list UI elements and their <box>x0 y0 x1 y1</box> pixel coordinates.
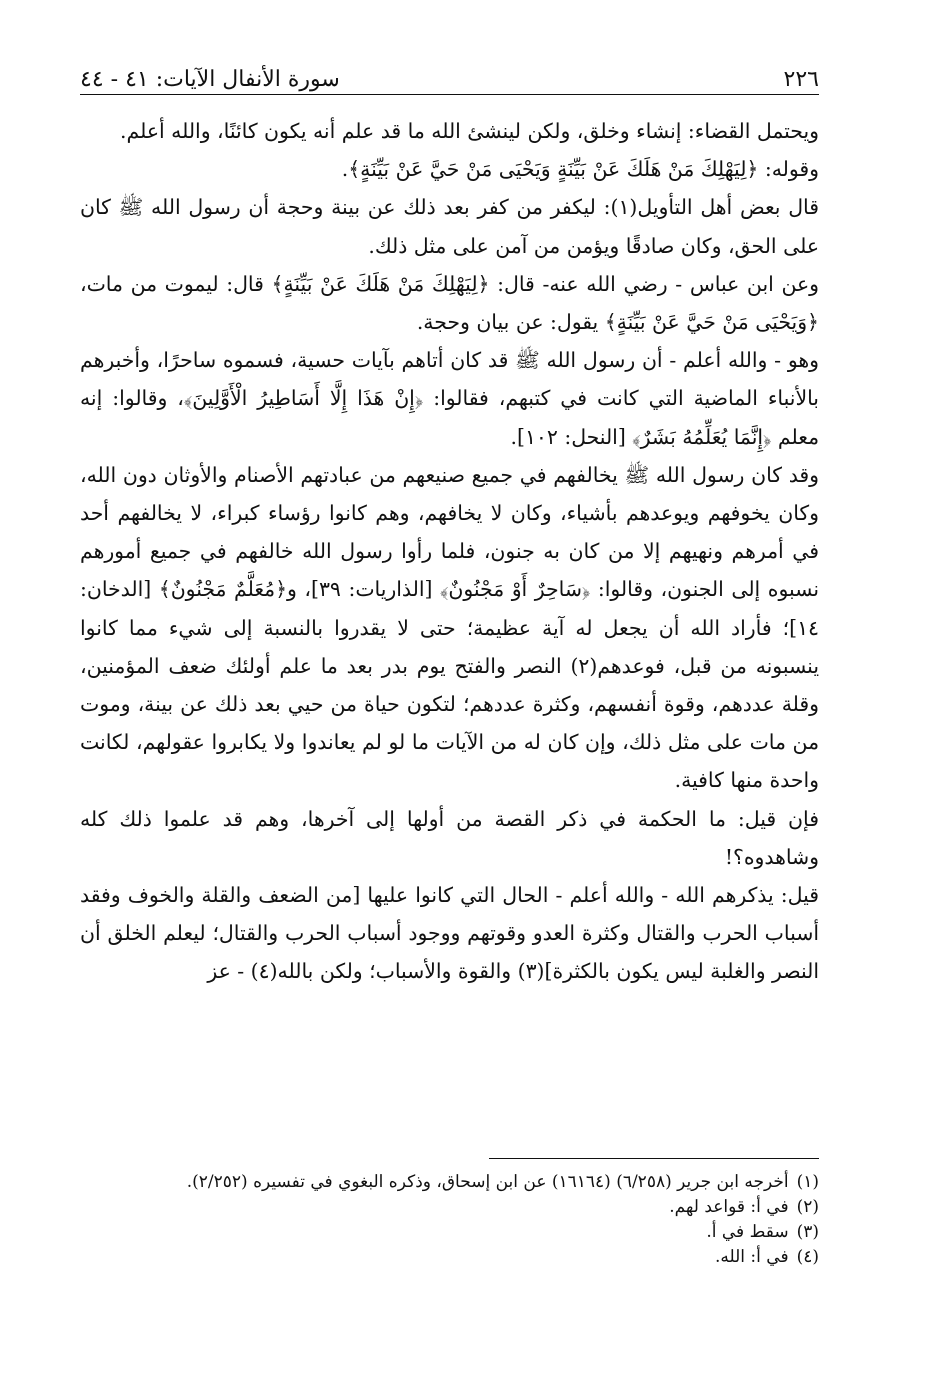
header-divider <box>80 94 819 95</box>
page-header <box>80 52 819 92</box>
paragraph: فإن قيل: ما الحكمة في ذكر القصة من أولها إلى آخرها، وهم قد علموا ذلك كله وشاهدوه؟! <box>80 806 819 869</box>
footnote-number: (٣) <box>796 1222 819 1242</box>
footnote-text: سقط في أ. <box>706 1222 789 1242</box>
paragraph: وقوله: ﴿لِيَهْلِكَ مَنْ هَلَكَ عَنْ بَيِّنَةٍ وَيَحْيَى مَنْ حَيَّ عَنْ بَيِّنَةٍ﴾. <box>341 157 819 182</box>
footnote-divider <box>489 1158 819 1159</box>
paragraph: وعن ابن عباس - رضي الله عنه- قال: ﴿لِيَهْلِكَ مَنْ هَلَكَ عَنْ بَيِّنَةٍ﴾ قال: ليموت من مات، ﴿وَيَحْيَى مَنْ حَيَّ عَنْ بَيِّنَةٍ﴾ يقول: عن بيان وحجة. <box>80 271 819 335</box>
footnote <box>80 1220 819 1245</box>
page-number: ٢٢٦ <box>783 67 819 92</box>
paragraph: ويحتمل القضاء: إنشاء وخلق، ولكن لينشئ الله ما قد علم أنه يكون كائنًا، والله أعلم. <box>120 119 819 143</box>
footnotes <box>80 1170 819 1270</box>
footnote <box>80 1170 819 1195</box>
paragraph: وهو - والله أعلم - أن رسول الله ﷺ قد كان أتاهم بآيات حسية، فسموه ساحرًا، وأخبرهم بالأنباء الماضية التي كانت في كتبهم، فقالوا: ﴿إِنْ هَذَا إِلَّا أَسَاطِيرُ الْأَوَّلِينَ﴾، وقالوا: إنه معلم ﴿إِنَّمَا يُعَلِّمُهُ بَشَرٌ﴾ [النحل: ١٠٢]. <box>80 348 819 449</box>
footnote-number: (١) <box>796 1172 819 1192</box>
footnote <box>80 1195 819 1220</box>
footnote <box>80 1245 819 1270</box>
footnote-text: في أ: قواعد لهم. <box>669 1197 789 1217</box>
paragraph: قيل: يذكرهم الله - والله أعلم - الحال التي كانوا عليها [من الضعف والقلة والخوف وفقد أسباب الحرب والقتال وكثرة العدو وقوتهم ووجود أسباب الحرب والقتال؛ ليعلم الخلق أن النصر والغلبة ليس يكون بالكثرة](٣) والقوة والأسباب؛ ولكن بالله(٤) - عز <box>80 883 819 984</box>
paragraph: وقد كان رسول الله ﷺ يخالفهم في جميع صنيعهم من عبادتهم الأصنام والأوثان دون الله، وكان يخوفهم ويوعدهم بأشياء، وكان لا يخافهم، وهم كانوا رؤساء كبراء، لا يخالفهم أحد في أمرهم ونهيهم إلا من كان به جنون، فلما رأوا رسول الله خالفهم في جميع أمورهم نسبوه إلى الجنون، وقالوا: ﴿سَاحِرٌ أَوْ مَجْنُونٌ﴾ [الذاريات: ٣٩]، و﴿مُعَلَّمٌ مَجْنُونٌ﴾ [الدخان: ١٤]؛ فأراد الله أن يجعل له آية عظيمة؛ حتى لا يقدروا بالنسبة إلى شيء مما كانوا ينسبونه من قبل، فوعدهم(٢) النصر والفتح يوم بدر بعد ما علم أولئك ضعف المؤمنين، وقلة عددهم، وقوة أنفسهم، وكثرة عددهم؛ لتكون حياة من حيي بعد ذلك عن بينة، وموت من مات على مثل ذلك، وإن كان له من الآيات ما لو لم يعاندوا ولا يكابروا عقولهم، لكانت واحدة منها كافية. <box>80 462 820 793</box>
footnote-number: (٤) <box>796 1247 819 1267</box>
main-text <box>80 112 819 991</box>
footnote-number: (٢) <box>796 1197 819 1217</box>
running-title: سورة الأنفال الآيات: ٤١ - ٤٤ <box>80 67 340 92</box>
footnote-text: أخرجه ابن جرير (٦/٢٥٨) (١٦١٦٤) عن ابن إسحاق، وذكره البغوي في تفسيره (٢/٢٥٢). <box>186 1172 789 1192</box>
footnote-text: في أ: الله. <box>714 1247 789 1267</box>
paragraph: قال بعض أهل التأويل(١): ليكفر من كفر بعد ذلك عن بينة وحجة أن رسول الله ﷺ كان على الحق، وكان صادقًا ويؤمن من آمن على مثل ذلك. <box>80 195 819 258</box>
